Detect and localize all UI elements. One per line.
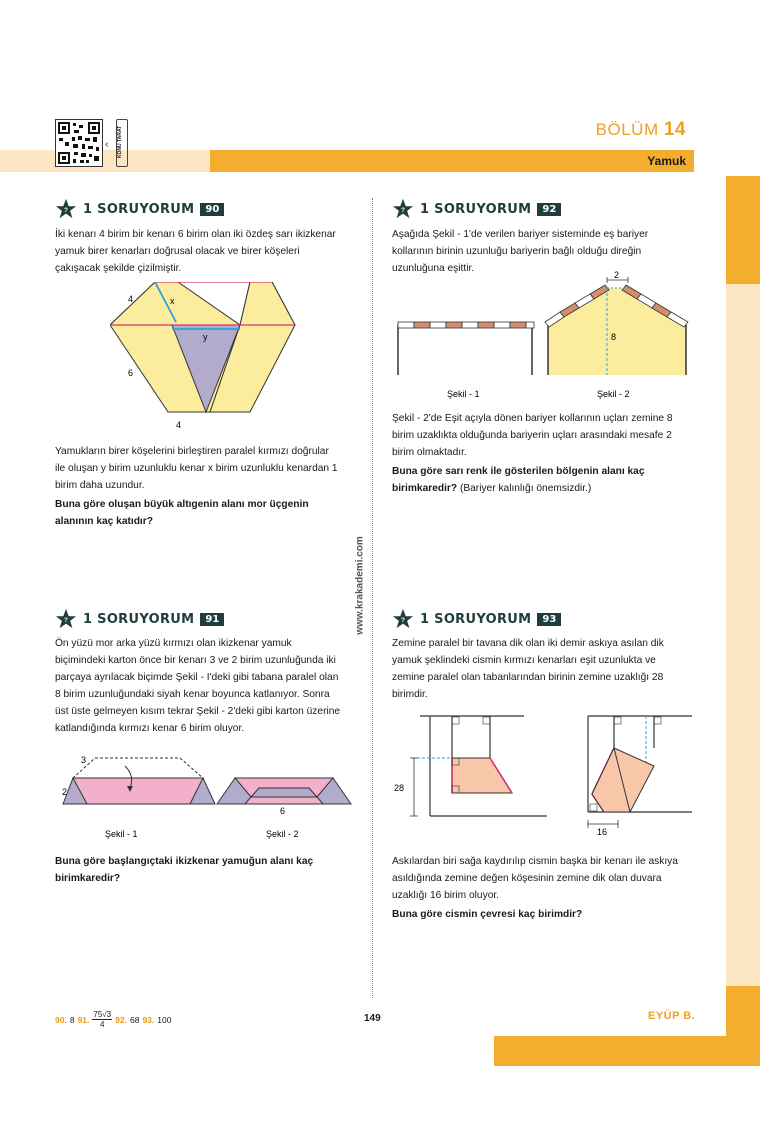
question-91-header: [55, 608, 224, 630]
question-title: 1 SORUYORUM: [83, 611, 195, 627]
question-93-details: [392, 853, 702, 923]
text-line: uzaklığı 16 birim oluyor.: [392, 890, 500, 901]
text-line: yamuk birer kenarları doğrusal olacak ve birer köşeleri: [55, 246, 300, 257]
side-accent-bottom: [726, 986, 760, 1036]
answer-fraction: [92, 1010, 112, 1029]
svg-text:?: ?: [64, 616, 68, 624]
side-accent-top: [726, 176, 760, 284]
text-line: kollarının birinin uzunluğu bariyerin bağlı olduğu direğin: [392, 246, 642, 257]
text-line: Şekil - 2'de Eşit açıyla dönen bariyer kollarının uçları zemine 8: [392, 413, 673, 424]
barrier-figure: [392, 270, 694, 405]
column-divider: [372, 198, 373, 998]
text-line: birim olmaktadır.: [392, 447, 467, 458]
answer-value: 100: [157, 1014, 172, 1025]
question-prompt: Buna göre sarı renk ile gösterilen bölgenin alanı kaç: [392, 466, 645, 477]
answer-value: 68: [129, 1014, 140, 1025]
fraction-denominator: 4: [100, 1020, 105, 1029]
fraction-numerator: 75√3: [93, 1010, 112, 1019]
hanger-figure: [392, 708, 694, 838]
caption-figure-2: Şekil - 2: [597, 389, 630, 399]
text-line: çakışacak şekilde çizilmiştir.: [55, 263, 182, 274]
website-watermark: www.krakademi.com: [354, 536, 366, 635]
question-93-body: [392, 635, 702, 703]
question-title: 1 SORUYORUM: [420, 201, 532, 217]
text-line: asıldığında zemine değen köşesinin zemine dik olan duvara: [392, 873, 662, 884]
text-line: İki kenarı 4 birim bir kenarı 6 birim olan iki özdeş sarı ikizkenar: [55, 229, 336, 240]
folding-figure: [55, 748, 360, 843]
question-prompt: Buna göre cismin çevresi kaç birimdir?: [392, 909, 583, 920]
question-title: 1 SORUYORUM: [420, 611, 532, 627]
caption-figure-1: Şekil - 1: [105, 829, 138, 839]
star-icon: [392, 608, 414, 630]
author-name: EYÜP B.: [648, 1010, 696, 1022]
question-prompt: birimkaredir?: [55, 873, 121, 884]
label-2: 2: [62, 787, 68, 797]
question-number: 92: [537, 203, 561, 216]
text-line: birimdir.: [392, 689, 428, 700]
label-3: 3: [81, 755, 87, 765]
label-y: y: [203, 332, 208, 342]
text-line: Zemine paralel bir tavana dik olan iki demir askıya asılan dik: [392, 638, 664, 649]
text-line: uzunluğuna eşittir.: [392, 263, 475, 274]
answer-key-label: 90.: [55, 1014, 67, 1025]
question-prompt: Buna göre başlangıçtaki ikizkenar yamuğun alanı kaç: [55, 856, 314, 867]
text-line: üst üste gelmeyen kısım tekrar Şekil - 2'deki gibi karton üzerine: [55, 706, 341, 717]
text-line: 8 birim uzunluğundaki siyah kenar boyunca katlanıyor. Sonra: [55, 689, 330, 700]
text-line: ile oluşan y birim uzunluklu kenar x birim uzunluklu kenardan 1: [55, 463, 338, 474]
text-line: Yamukların birer köşelerini birleştiren paralel kırmızı doğrular: [55, 446, 329, 457]
label-gap-2: 2: [614, 270, 620, 280]
side-accent-middle: [726, 284, 760, 986]
question-92-header: [392, 198, 561, 220]
answer-key-label: 93.: [142, 1014, 155, 1025]
star-icon: [55, 608, 77, 630]
label-6: 6: [280, 806, 286, 816]
caption-figure-1: Şekil - 1: [447, 389, 480, 399]
chapter-label: BÖLÜM 14: [595, 119, 686, 140]
qr-scan-tag: KONU TARAT: [116, 119, 128, 167]
star-icon: [392, 198, 414, 220]
question-92-details: [392, 410, 702, 497]
svg-text:?: ?: [401, 616, 405, 624]
question-prompt: alanının kaç katıdır?: [55, 516, 153, 527]
text-line: Aşağıda Şekil - 1'de verilen bariyer sisteminde eş bariyer: [392, 229, 649, 240]
question-prompt: Buna göre oluşan büyük altıgenin alanı mor üçgenin: [55, 499, 309, 510]
text-line: parçaya ayrılacak biçimde Şekil - I'deki gibi tabana paralel olan: [55, 672, 339, 683]
star-icon: [55, 198, 77, 220]
question-91-prompt: [55, 853, 360, 887]
text-line: Askılardan biri sağa kaydırılıp cismin başka bir kenarı ile askıya: [392, 856, 678, 867]
section-title: Yamuk: [647, 154, 686, 168]
question-93-header: [392, 608, 561, 630]
question-prompt: birimkaredir?: [392, 483, 458, 494]
text-line: Ön yüzü mor arka yüzü kırmızı olan ikizkenar yamuk: [55, 638, 292, 649]
text-line: yamuk şeklindeki cismin kırmızı kenarları eşit uzunlukta ve: [392, 655, 656, 666]
label-16: 16: [597, 827, 608, 837]
answer-value: 8: [69, 1014, 75, 1025]
question-number: 91: [200, 613, 224, 626]
qr-code-icon[interactable]: [55, 119, 103, 167]
svg-text:?: ?: [64, 206, 68, 214]
question-90-details: [55, 443, 360, 530]
label-height-8: 8: [611, 332, 617, 342]
label-side-6: 6: [128, 368, 134, 378]
caption-figure-2: Şekil - 2: [266, 829, 299, 839]
answer-key: [55, 1010, 171, 1029]
hexagon-figure: [110, 282, 300, 432]
question-title: 1 SORUYORUM: [83, 201, 195, 217]
header-band: [0, 150, 694, 172]
page-number: 149: [364, 1013, 381, 1024]
text-line: birim uzaklıkta olduğunda bariyerin uçları arasındaki mesafe 2: [392, 430, 672, 441]
answer-key-label: 92.: [115, 1014, 127, 1025]
answer-key-label: 91.: [77, 1014, 90, 1025]
question-90-body: [55, 226, 360, 277]
text-line: birim daha uzundur.: [55, 480, 145, 491]
question-number: 90: [200, 203, 224, 216]
label-base-4: 4: [176, 420, 182, 430]
label-side-4: 4: [128, 294, 134, 304]
footer-band: [494, 1036, 760, 1066]
question-number: 93: [537, 613, 561, 626]
question-91-body: [55, 635, 360, 737]
label-28: 28: [394, 783, 405, 793]
question-90-header: [55, 198, 224, 220]
svg-text:?: ?: [401, 206, 405, 214]
question-note: (Bariyer kalınlığı önemsizdir.): [457, 483, 592, 494]
text-line: katlandığında kırmızı kenar 6 birim oluyor.: [55, 723, 245, 734]
chevron-left-icon: ‹: [105, 139, 109, 150]
label-x: x: [170, 296, 175, 306]
text-line: biçimindeki karton önce bir kenarı 3 ve 2 birim uzunluğunda iki: [55, 655, 336, 666]
text-line: zemine paralel olan tabanlarından birinin zemine uzaklığı 28: [392, 672, 664, 683]
